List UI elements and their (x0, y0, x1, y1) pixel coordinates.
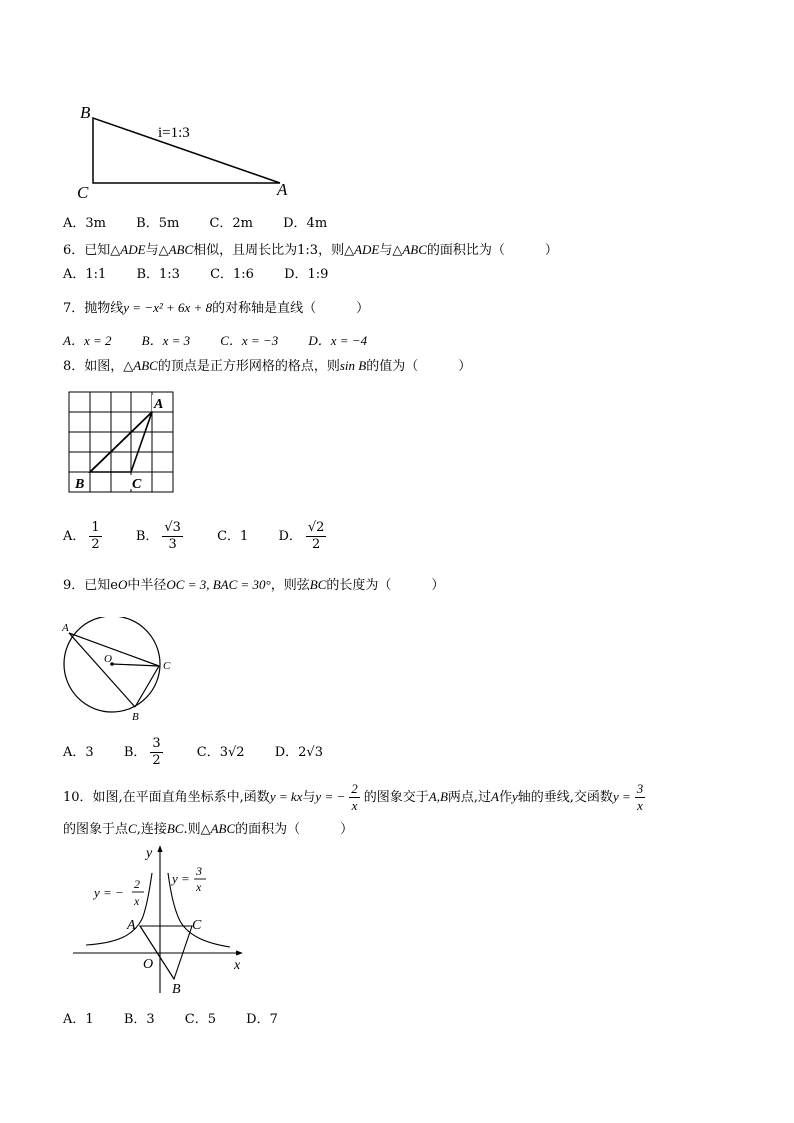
q6-text: 6．已知△ (63, 243, 121, 258)
q6-option-d[interactable]: D．1:9 (284, 267, 329, 282)
q10-text: ,连接 (136, 822, 167, 837)
numerator: √3 (164, 520, 181, 535)
q10-c: C (128, 821, 137, 836)
q8-option-c[interactable]: C．1 (217, 529, 249, 544)
q8-text: ） (458, 359, 472, 374)
q6-text: 与△ (145, 243, 169, 258)
q10-option-a[interactable]: A．1 (63, 1012, 94, 1027)
q9-o: O (117, 577, 128, 592)
fraction (635, 781, 646, 814)
right-curve-label: y = (172, 871, 190, 886)
q6-option-c[interactable]: C．1:6 (210, 267, 254, 282)
q9-option-b[interactable] (124, 733, 167, 773)
q7-options (63, 332, 393, 351)
q10-text: .则△ (183, 822, 211, 837)
q5-option-d[interactable]: D．4m (283, 216, 328, 231)
q10-text: ） (340, 822, 354, 837)
q10-option-c[interactable]: C．5 (184, 1012, 216, 1027)
q10-text: 作 (499, 790, 513, 805)
q9-text: ，则弦 (270, 578, 310, 593)
q7-formula: y = −x² + 6x + 8 (123, 300, 213, 315)
q7-text: 7．抛物线 (63, 301, 124, 316)
left-curve-den: x (134, 894, 140, 908)
q8-sinb: sin B (339, 358, 367, 373)
q10-text: 轴的垂线,交函数 (517, 790, 613, 805)
q6-stem (63, 241, 558, 260)
q10-text: 两点,过 (447, 790, 492, 805)
q6-text: 的面积比为（ (426, 243, 505, 258)
coordinate-figure (68, 843, 252, 995)
q5-option-a[interactable]: A．3m (63, 216, 106, 231)
right-curve-den: x (196, 880, 202, 894)
numerator: 3 (152, 736, 161, 751)
q9-stem (63, 576, 444, 595)
q10-y: y (512, 789, 518, 804)
q9-option-a[interactable]: A．3 (63, 745, 94, 760)
circle-symbol: e (110, 578, 118, 593)
q7-stem (63, 299, 369, 318)
q10-stem-line1 (63, 779, 649, 816)
q8-stem (63, 357, 471, 376)
left-curve-num: 2 (134, 877, 140, 891)
q6-ade: ADE (120, 242, 146, 257)
q10-text: 的图象于点 (63, 822, 129, 837)
q8-abc: ABC (133, 358, 158, 373)
label-b: B (80, 103, 91, 122)
q9-text: 的长度为（ (326, 578, 392, 593)
q6-options (63, 266, 354, 284)
q8-text: 的顶点是正方形网格的格点，则 (157, 359, 340, 374)
q9-text: ） (431, 578, 445, 593)
circle-label-o: O (104, 653, 112, 665)
q10-option-d[interactable]: D．7 (246, 1012, 278, 1027)
denominator: x (637, 798, 643, 813)
right-curve-num: 3 (196, 864, 202, 878)
circle-figure (58, 617, 184, 725)
q9-option-c[interactable]: C．3√2 (196, 745, 245, 760)
q8-option-d[interactable] (278, 517, 330, 557)
grid-label-a: A (154, 397, 164, 412)
fraction (150, 736, 162, 769)
q10-text: 的图象交于 (363, 790, 429, 805)
circle-label-a: A (62, 622, 69, 634)
q10-fn-3x: y = (612, 789, 631, 804)
q5-option-c[interactable]: C．2m (209, 216, 253, 231)
denominator: 3 (168, 537, 177, 552)
q10-ab: A,B (428, 789, 448, 804)
q8-option-d-label: D． (278, 529, 302, 544)
q5-option-b[interactable]: B．5m (136, 216, 180, 231)
q10-option-b[interactable]: B．3 (123, 1012, 155, 1027)
q10-text: 与 (302, 790, 316, 805)
point-label-a: A (127, 918, 136, 933)
q8-text: 的值为（ (366, 359, 419, 374)
q9-options (63, 733, 349, 773)
q10-text: 的面积为（ (235, 822, 301, 837)
q8-option-a-label: A． (63, 529, 86, 544)
label-a: A (277, 180, 288, 199)
denominator: x (351, 798, 358, 813)
q6-abc: ABC (168, 242, 194, 257)
q7-option-b[interactable]: B．x = 3 (141, 333, 191, 348)
slope-label: i=1:3 (158, 125, 190, 141)
q7-option-c[interactable]: C．x = −3 (220, 333, 279, 348)
q8-options (63, 517, 356, 557)
point-label-c: C (192, 918, 202, 933)
q9-text: 9．已知 (63, 578, 111, 593)
fraction (162, 520, 183, 553)
fraction (349, 781, 360, 814)
q10-abc: ABC (210, 821, 236, 836)
denominator: 2 (91, 537, 100, 552)
q8-option-b-label: B． (135, 529, 159, 544)
denominator: 2 (152, 753, 161, 768)
numerator: 2 (351, 781, 358, 796)
q6-ade: ADE (354, 242, 380, 257)
numerator: 3 (636, 781, 644, 796)
q9-bc: BC (309, 577, 327, 592)
q6-text: ） (544, 243, 558, 258)
slope-triangle-figure (70, 100, 300, 204)
q10-a: A (491, 789, 499, 804)
axis-label-x: x (234, 958, 241, 973)
q6-option-b[interactable]: B．1:3 (136, 267, 180, 282)
q8-text: 8．如图，△ (63, 359, 134, 374)
q9-option-b-label: B． (123, 745, 147, 760)
q5-options (63, 215, 353, 233)
q10-fn-neg2x: y = − (315, 789, 346, 804)
q8-option-b[interactable] (136, 517, 187, 557)
fraction (306, 520, 327, 553)
q7-option-a[interactable]: A．x = 2 (63, 333, 112, 348)
point-label-b: B (172, 982, 181, 995)
q9-option-d[interactable]: D．2√3 (274, 745, 323, 760)
circle-label-c: C (163, 660, 171, 672)
q10-fn-kx: y = kx (269, 789, 303, 804)
grid-label-c: C (132, 477, 142, 492)
axis-label-y: y (146, 846, 153, 861)
q6-text: ，则△ (318, 243, 355, 258)
numerator: √2 (307, 520, 325, 535)
q7-text: 的对称轴是直线（ (212, 301, 317, 316)
q6-option-a[interactable]: A．1:1 (63, 267, 107, 282)
q9-text: 中半径 (127, 578, 167, 593)
q10-bc: BC (166, 821, 184, 836)
denominator: 2 (312, 537, 321, 552)
grid-label-b: B (75, 477, 85, 492)
q7-option-d[interactable]: D．x = −4 (308, 333, 368, 348)
q9-condition: OC = 3, BAC = 30° (166, 577, 271, 592)
q10-options (63, 1011, 304, 1029)
q10-stem-line2 (63, 820, 353, 839)
numerator: 1 (91, 520, 100, 535)
origin-label: O (143, 957, 154, 972)
q8-option-a[interactable] (63, 517, 106, 557)
circle-label-b: B (132, 711, 139, 723)
label-c: C (77, 183, 89, 202)
q6-text: 与△ (379, 243, 403, 258)
q7-text: ） (356, 301, 370, 316)
q10-text: 10．如图,在平面直角坐标系中,函数 (63, 790, 270, 805)
grid-triangle-figure (66, 389, 178, 495)
q6-text: 相似，且周长比为 (193, 243, 298, 258)
q6-ratio: 1:3 (297, 243, 319, 258)
q6-abc: ABC (402, 242, 427, 257)
left-curve-label: y = − (94, 885, 124, 900)
fraction (89, 520, 101, 553)
